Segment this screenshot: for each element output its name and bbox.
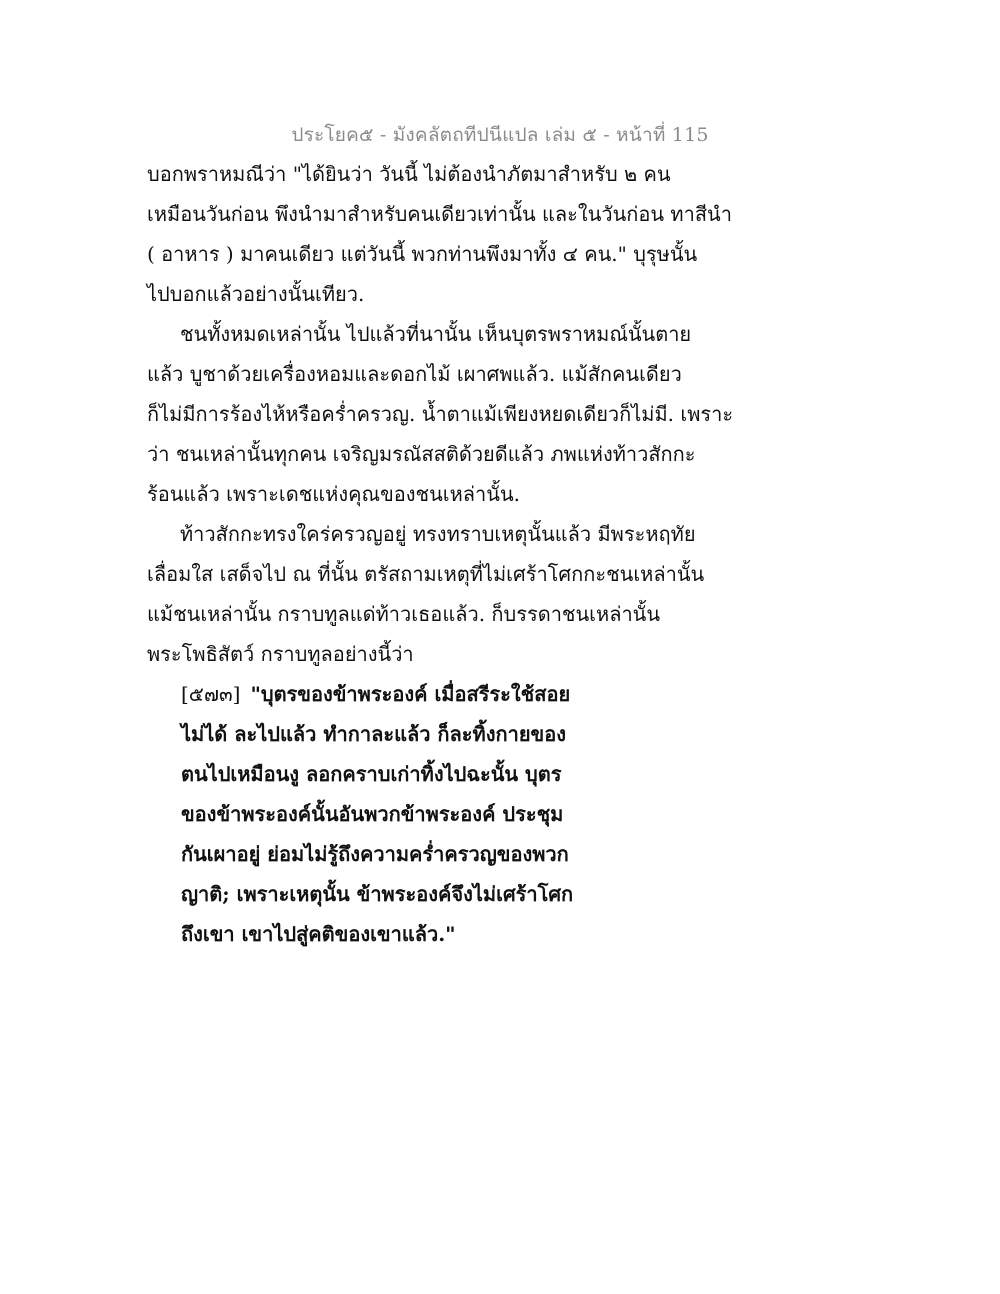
verse-line-1 bbox=[181, 680, 570, 708]
paragraph-3-line-4: พระโพธิสัตว์ กราบทูลอย่างนี้ว่า bbox=[147, 642, 414, 666]
paragraph-3-line-1: ท้าวสักกะทรงใคร่ครวญอยู่ ทรงทราบเหตุนั้นแล้ว มีพระหฤทัย bbox=[180, 522, 696, 546]
paragraph-3-line-2: เลื่อมใส เสด็จไป ณ ที่นั้น ตรัสถามเหตุที่ไม่เศร้าโศกกะชนเหล่านั้น bbox=[147, 562, 705, 586]
paragraph-1-line-3: ( อาหาร ) มาคนเดียว แต่วันนี้ พวกท่านพึงมาทั้ง ๔ คน." บุรุษนั้น bbox=[147, 242, 698, 266]
page-header: ประโยค๕ - มังคลัตถทีปนีแปล เล่ม ๕ - หน้าที่ 115 bbox=[291, 124, 709, 146]
paragraph-2-line-1: ชนทั้งหมดเหล่านั้น ไปแล้วที่นานั้น เห็นบุตรพราหมณ์นั้นตาย bbox=[180, 322, 692, 346]
paragraph-1-line-2: เหมือนวันก่อน พึงนำมาสำหรับคนเดียวเท่านั้น และในวันก่อน ทาสีนำ bbox=[147, 202, 732, 226]
verse-line-2: ไม่ได้ ละไปแล้ว ทำกาละแล้ว ก็ละทิ้งกายของ bbox=[181, 722, 566, 746]
paragraph-2-line-4: ว่า ชนเหล่านั้นทุกคน เจริญมรณัสสติด้วยดีแล้ว ภพแห่งท้าวสักกะ bbox=[147, 442, 696, 466]
verse-line-3: ตนไปเหมือนงู ลอกคราบเก่าทิ้งไปฉะนั้น บุตร bbox=[181, 762, 562, 786]
verse-line-5: กันเผาอยู่ ย่อมไม่รู้ถึงความคร่ำครวญของพวก bbox=[181, 842, 569, 866]
paragraph-3-line-3: แม้ชนเหล่านั้น กราบทูลแด่ท้าวเธอแล้ว. ก็บรรดาชนเหล่านั้น bbox=[147, 602, 661, 626]
paragraph-1-line-4: ไปบอกแล้วอย่างนั้นเทียว. bbox=[147, 282, 365, 306]
verse-line-7: ถึงเขา เขาไปสู่คติของเขาแล้ว." bbox=[181, 922, 456, 946]
verse-line-4: ของข้าพระองค์นั้นอันพวกข้าพระองค์ ประชุม bbox=[181, 802, 564, 826]
verse-line-1-text: "บุตรของข้าพระองค์ เมื่อสรีระใช้สอย bbox=[250, 682, 571, 706]
verse-number: [๕๗๓] bbox=[181, 682, 241, 706]
paragraph-2-line-2: แล้ว บูชาด้วยเครื่องหอมและดอกไม้ เผาศพแล้ว. แม้สักคนเดียว bbox=[147, 362, 682, 386]
verse-line-6: ญาติ; เพราะเหตุนั้น ข้าพระองค์จึงไม่เศร้าโศก bbox=[181, 882, 574, 906]
paragraph-1-line-1: บอกพราหมณีว่า "ได้ยินว่า วันนี้ ไม่ต้องนำภัตมาสำหรับ ๒ คน bbox=[147, 162, 671, 186]
paragraph-2-line-5: ร้อนแล้ว เพราะเดชแห่งคุณของชนเหล่านั้น. bbox=[147, 482, 520, 506]
paragraph-2-line-3: ก็ไม่มีการร้องไห้หรือคร่ำครวญ. น้ำตาแม้เพียงหยดเดียวก็ไม่มี. เพราะ bbox=[147, 402, 734, 426]
